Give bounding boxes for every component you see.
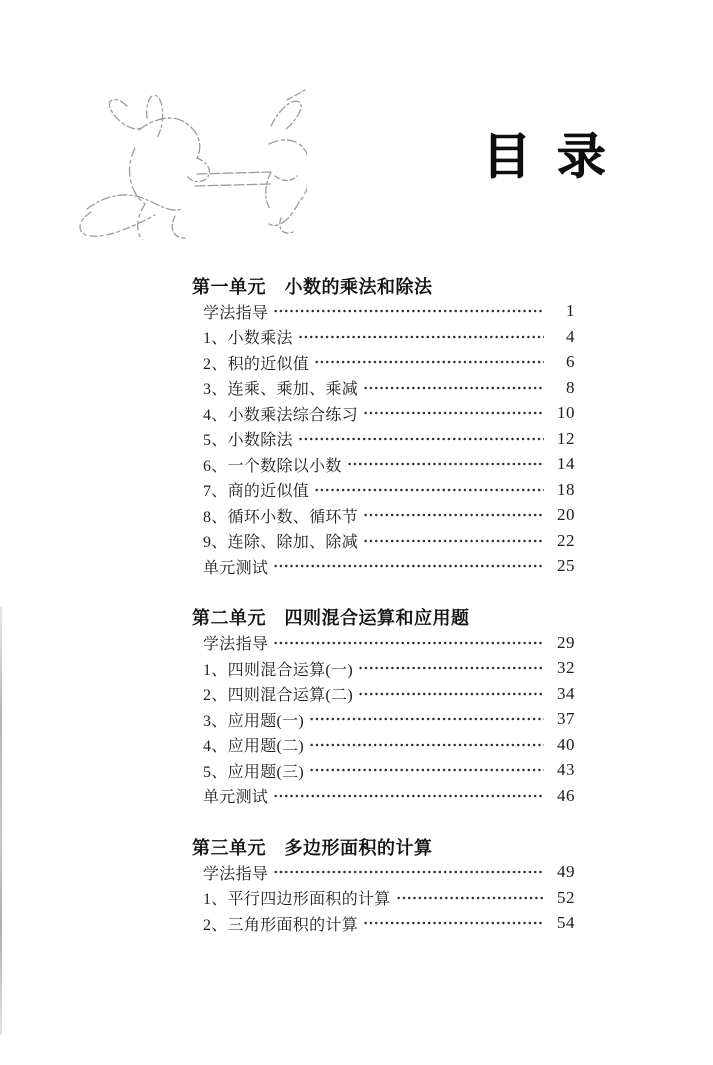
dot-leader [273,309,544,313]
toc-entry-page-number: 6 [566,352,575,372]
toc-entry [192,656,575,682]
toc-entry [192,503,575,529]
dot-leader [347,462,544,466]
dot-leader [309,768,544,772]
toc-entry-page-number: 18 [557,479,575,499]
dot-leader [363,386,544,390]
toc-entry-label: 2、四则混合运算(二) [203,687,353,705]
toc-entry [192,477,575,503]
toc-entry-page-number: 43 [557,760,575,780]
section-heading: 第一单元 小数的乘法和除法 [192,276,433,297]
dot-leader [314,488,544,492]
scan-edge-artifact [0,607,2,1035]
toc-entry-label: 6、一个数除以小数 [203,457,342,475]
dot-leader [363,513,544,517]
dot-leader [298,335,544,339]
toc-entry [192,630,575,656]
toc-entry-page-number: 4 [566,326,575,346]
toc-entry-label: 2、三角形面积的计算 [203,916,359,934]
dot-leader [358,692,544,696]
toc-entry [192,324,575,350]
toc-entry-label: 4、应用题(二) [203,738,305,756]
dot-leader [396,896,544,900]
dot-leader [273,564,544,568]
dot-leader [298,437,544,441]
toc-entry-label: 5、小数除法 [203,432,293,450]
toc-entry [192,426,575,452]
dot-leader [358,666,544,670]
toc-entry-label: 1、小数乘法 [203,330,293,348]
toc-entry [192,375,575,401]
section-spacer [192,809,575,835]
toc-entry-label: 5、应用题(三) [203,763,305,781]
dot-leader [273,641,544,645]
toc-entry-label: 4、小数乘法综合练习 [203,406,359,424]
dot-leader [309,743,544,747]
toc-entry-page-number: 20 [557,505,575,525]
toc-entry [192,452,575,478]
toc-entry-label: 单元测试 [203,559,269,577]
toc-entry-label: 8、循环小数、循环节 [203,508,359,526]
toc-entry-page-number: 10 [557,403,575,423]
toc-entry [192,758,575,784]
dot-leader [314,360,544,364]
toc-entry-label: 1、四则混合运算(一) [203,661,353,679]
toc-entry-page-number: 34 [557,683,575,703]
toc-entry-label: 学法指导 [203,304,269,322]
toc-entry-page-number: 54 [557,913,575,933]
rabbit-sketch-icon [75,88,307,240]
table-of-contents [192,273,575,936]
dot-leader [363,539,544,543]
toc-entry-label: 学法指导 [203,865,269,883]
section-heading: 第三单元 多边形面积的计算 [192,837,433,858]
toc-entry-label: 单元测试 [203,789,269,807]
toc-entry [192,783,575,809]
toc-entry-label: 1、平行四边形面积的计算 [203,891,391,909]
toc-entry-page-number: 52 [557,887,575,907]
toc-entry [192,350,575,376]
toc-entry [192,860,575,886]
toc-entry-label: 3、连乘、乘加、乘减 [203,381,359,399]
toc-entry-page-number: 8 [566,377,575,397]
toc-entry-page-number: 40 [557,734,575,754]
rabbit-sketch-illustration [75,88,307,240]
toc-entry-label: 3、应用题(一) [203,712,305,730]
toc-entry-page-number: 12 [557,428,575,448]
toc-entry-page-number: 29 [557,632,575,652]
toc-entry [192,554,575,580]
dot-leader [273,870,544,874]
toc-entry-page-number: 49 [557,862,575,882]
toc-entry-label: 2、积的近似值 [203,355,310,373]
toc-entry [192,299,575,325]
toc-entry [192,401,575,427]
toc-entry [192,681,575,707]
toc-entry [192,885,575,911]
toc-entry [192,528,575,554]
toc-entry [192,911,575,937]
dot-leader [273,794,544,798]
toc-entry-label: 7、商的近似值 [203,483,310,501]
dot-leader [363,411,544,415]
toc-entry-page-number: 1 [566,301,575,321]
toc-entry-page-number: 37 [557,709,575,729]
page-title: 目 录 [482,130,607,184]
toc-entry-page-number: 22 [557,530,575,550]
dot-leader [363,921,544,925]
toc-entry-page-number: 46 [557,785,575,805]
section-spacer [192,579,575,605]
toc-entry-label: 9、连除、除加、除减 [203,534,359,552]
toc-entry [192,707,575,733]
toc-entry-page-number: 32 [557,658,575,678]
toc-entry-page-number: 25 [557,556,575,576]
section-heading: 第二单元 四则混合运算和应用题 [192,608,470,629]
toc-entry-page-number: 14 [557,454,575,474]
dot-leader [309,717,544,721]
toc-entry-label: 学法指导 [203,636,269,654]
toc-entry [192,732,575,758]
